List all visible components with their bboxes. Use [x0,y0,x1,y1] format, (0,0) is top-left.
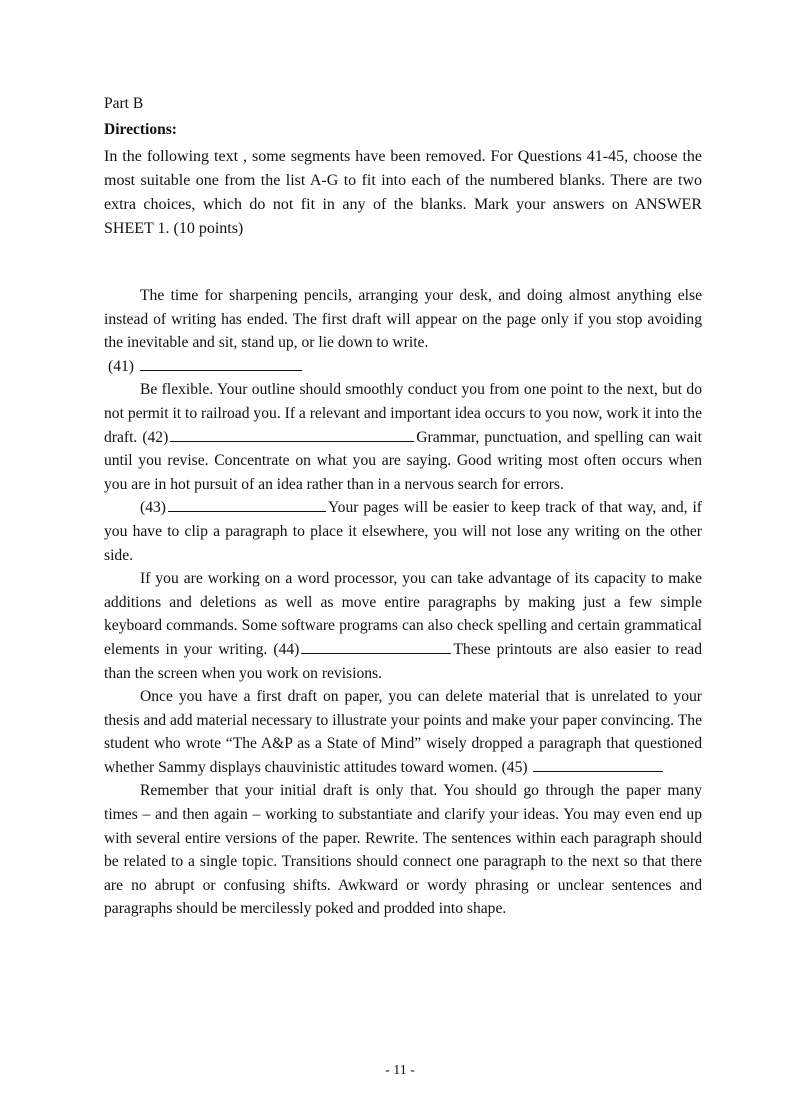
question-41-label: (41) [108,357,134,375]
question-45-label: (45) [501,758,528,776]
question-41-line [104,355,702,379]
paragraph-4 [104,567,702,685]
paragraph-4-text-a: If you are working on a word processor, you can take advantage of its capacity to make additions and deletions as well as move entire paragraphs by making just a few simple keyboard commands. Some software programs can also check spelling and certain grammatical elements in your writing. [104,570,702,658]
paragraph-5 [104,685,702,779]
paragraph-1-text: The time for sharpening pencils, arranging your desk, and doing almost anything else instead of writing has ended. The first draft will appear on the page only if you stop avoiding the inevitable and sit, stand up, or lie down to write. [104,287,702,352]
paragraph-1 [104,284,702,355]
question-44-label: (44) [273,640,300,658]
directions-text: In the following text , some segments have been removed. For Questions 41-45, choose the most suitable one from the list A-G to fit into each of the numbered blanks. There are two extra choices, which do not fit in any of the blanks. Mark your answers on ANSWER SHEET 1. (10 points) [104,148,702,237]
paragraph-2-text-b: Grammar, punctuation, and spelling can wait until you revise. Concentrate on what you are saying. Good writing most often occurs when you are in hot pursuit of an idea rather than in a nervous search for errors. [104,428,702,493]
page-number: - 11 - [385,1063,415,1078]
question-43-label: (43) [140,499,166,517]
question-42-label: (42) [142,428,169,446]
answer-blank-42[interactable] [170,427,414,442]
answer-blank-43[interactable] [168,497,326,512]
paragraph-2 [104,378,702,496]
answer-blank-41[interactable] [140,356,302,371]
paragraph-3 [104,496,702,567]
paragraph-6 [104,779,702,921]
paragraph-5-text: Once you have a first draft on paper, you can delete material that is unrelated to your thesis and add material necessary to illustrate your points and make your paper convincing. The student who wrote “The A&P as a State of Mind” wisely dropped a paragraph that questioned whether Sammy displays chauvinistic attitudes toward women. [104,688,702,776]
section-title: Part B [104,95,144,112]
paragraph-2-text-a: Be flexible. Your outline should smoothly conduct you from one point to the next, but do not permit it to railroad you. If a relevant and important idea occurs to you now, work it into the draft. [104,381,702,446]
directions-label: Directions: [104,121,177,138]
paragraph-4-text-b: These printouts are also easier to read than the screen when you work on revisions. [104,640,702,682]
passage [104,284,702,921]
answer-blank-45[interactable] [533,757,663,772]
paragraph-6-text: Remember that your initial draft is only that. You should go through the paper many times – and then again – working to substantiate and clarify your ideas. You may even end up with several entire versions of the paper. Rewrite. The sentences within each paragraph should be related to a single topic. Transitions should connect one paragraph to the next so that there are no abrupt or confusing shifts. Awkward or wordy phrasing or unclear sentences and paragraphs should be mercilessly poked and prodded into shape. [104,782,702,918]
answer-blank-44[interactable] [301,639,451,654]
paragraph-3-text: Your pages will be easier to keep track of that way, and, if you have to clip a paragraph to place it elsewhere, you will not lose any writing on the other side. [104,499,702,564]
